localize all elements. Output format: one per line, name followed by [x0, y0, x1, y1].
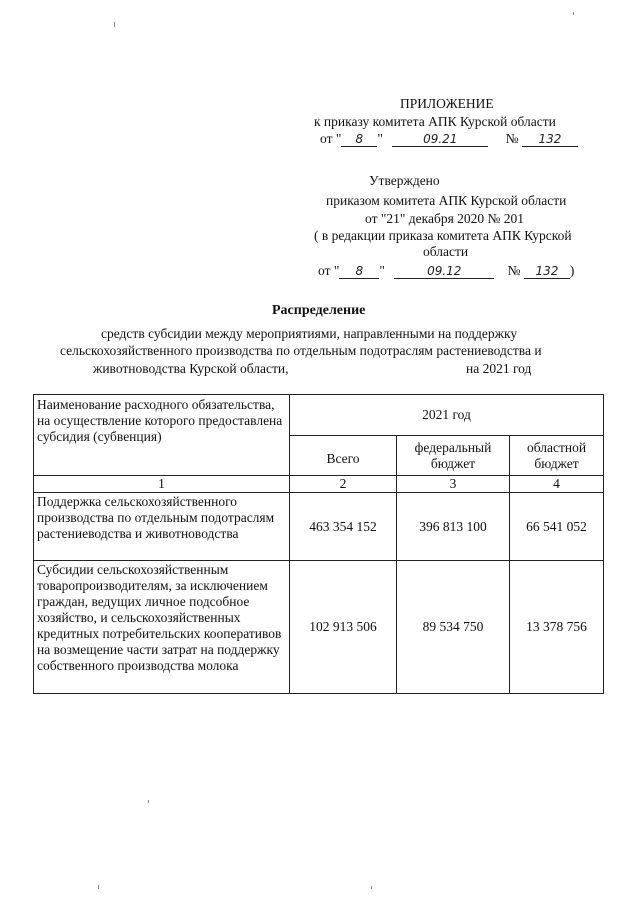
header-regional-cell	[510, 436, 604, 476]
row-total-cell	[290, 493, 397, 561]
column-number-cell	[290, 476, 397, 493]
row-total: 102 913 506	[309, 619, 377, 634]
column-number: 1	[158, 476, 165, 491]
row-federal-cell	[397, 561, 510, 694]
appendix-quote-close: "	[377, 131, 383, 146]
header-name-text: Наименование расходного обязательства, на осуществление которого предоставлена субсидия (субвенция)	[37, 397, 283, 444]
column-number: 3	[449, 476, 457, 491]
approved-date: 09.12	[394, 264, 494, 279]
approved-number: 132	[524, 264, 570, 279]
appendix-number: 132	[522, 132, 578, 147]
row-regional-cell	[510, 493, 604, 561]
document-title: Распределение	[272, 303, 366, 318]
scan-speck	[371, 886, 372, 889]
approved-line3: ( в редакции приказа комитета АПК Курской	[314, 228, 572, 243]
row-name: Субсидии сельскохозяйственным товаропроизводителям, за исключением граждан, ведущих личное подсобное хозяйство, и сельскохозяйственных кредитных потребительских кооперативов на возмещение части затрат на поддержку собственного производства молока	[37, 562, 282, 673]
approved-date-line	[318, 262, 574, 279]
column-number-cell	[34, 476, 290, 493]
approved-quote-close: "	[379, 263, 385, 278]
header-total-cell	[290, 436, 397, 476]
document-subtitle-line3-right: на 2021 год	[466, 361, 532, 376]
appendix-day: 8	[341, 132, 377, 147]
appendix-heading: ПРИЛОЖЕНИЕ	[400, 96, 494, 111]
header-year-cell	[290, 395, 604, 436]
appendix-from-prefix: от "	[320, 131, 342, 146]
header-federal-cell	[397, 436, 510, 476]
scan-speck	[573, 12, 574, 15]
header-name-cell	[34, 395, 290, 476]
document-subtitle-line1: средств субсидии между мероприятиями, направленными на поддержку	[101, 326, 518, 341]
row-name-cell	[34, 493, 290, 561]
appendix-no-label: №	[505, 131, 519, 146]
row-name: Поддержка сельскохозяйственного производства по отдельным подотраслям растениеводства и животноводства	[37, 494, 275, 541]
row-federal-cell	[397, 493, 510, 561]
row-regional-cell	[510, 561, 604, 694]
distribution-table	[33, 394, 604, 694]
approved-close-paren: )	[569, 263, 575, 278]
approved-day: 8	[339, 264, 379, 279]
table-row	[34, 493, 604, 561]
row-total: 463 354 152	[309, 518, 377, 534]
approved-heading: Утверждено	[369, 173, 440, 188]
approved-no-label: №	[507, 263, 521, 278]
row-federal: 396 813 100	[419, 518, 487, 534]
scan-speck	[148, 800, 149, 803]
header-total-text: Всего	[326, 450, 360, 466]
header-year-text: 2021 год	[422, 407, 471, 422]
approved-from-prefix: от "	[318, 263, 340, 278]
column-number-cell	[510, 476, 604, 493]
header-regional-text: областной бюджет	[526, 439, 587, 471]
column-number-cell	[397, 476, 510, 493]
document-subtitle-line3-left: животноводства Курской области,	[93, 361, 289, 376]
scan-speck	[114, 22, 115, 27]
column-number: 4	[553, 476, 560, 491]
row-federal: 89 534 750	[422, 619, 484, 634]
approved-line1: приказом комитета АПК Курской области	[326, 193, 567, 208]
header-federal-text: федеральный бюджет	[414, 439, 492, 471]
row-name-cell	[34, 561, 290, 694]
appendix-line: к приказу комитета АПК Курской области	[314, 114, 556, 129]
approved-line4: области	[423, 244, 469, 259]
approved-line2: от "21" декабря 2020 № 201	[365, 211, 525, 226]
row-total-cell	[290, 561, 397, 694]
table-row	[34, 561, 604, 694]
row-regional: 66 541 052	[526, 518, 587, 534]
scan-speck	[98, 885, 99, 889]
document-subtitle-line2: сельскохозяйственного производства по отдельным подотраслям растениеводства и	[60, 343, 542, 358]
appendix-date-line	[320, 130, 578, 147]
column-number: 2	[339, 476, 347, 491]
row-regional: 13 378 756	[526, 619, 587, 634]
appendix-date: 09.21	[392, 132, 488, 147]
